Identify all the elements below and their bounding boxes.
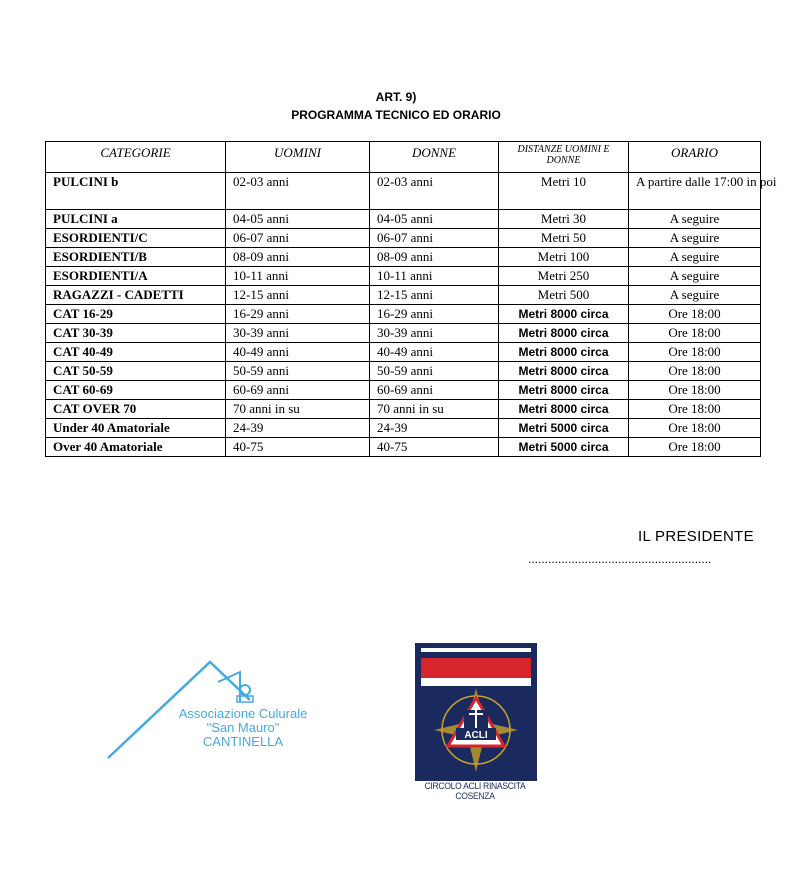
signature-line: ....................................................... — [528, 552, 712, 566]
table-row — [46, 248, 761, 267]
cell-distanza: Metri 8000 circa — [499, 343, 629, 362]
article-number: ART. 9) — [375, 90, 417, 104]
table-row — [46, 267, 761, 286]
cell-donne: 60-69 anni — [370, 381, 499, 400]
cell-uomini: 70 anni in su — [226, 400, 370, 419]
cell-categoria: RAGAZZI - CADETTI — [46, 286, 226, 305]
document-title: PROGRAMMA TECNICO ED ORARIO — [291, 108, 501, 122]
cell-categoria: CAT 50-59 — [46, 362, 226, 381]
table-row — [46, 305, 761, 324]
cell-categoria: CAT 30-39 — [46, 324, 226, 343]
cell-uomini: 04-05 anni — [226, 210, 370, 229]
acli-emblem-icon — [414, 642, 538, 782]
cell-distanza: Metri 250 — [499, 267, 629, 286]
cell-distanza: Metri 100 — [499, 248, 629, 267]
cell-uomini: 02-03 anni — [226, 173, 370, 210]
cell-distanza: Metri 50 — [499, 229, 629, 248]
table-row — [46, 419, 761, 438]
cell-orario: Ore 18:00 — [629, 305, 761, 324]
cell-orario: Ore 18:00 — [629, 400, 761, 419]
cell-uomini: 12-15 anni — [226, 286, 370, 305]
cell-categoria: CAT 16-29 — [46, 305, 226, 324]
cell-categoria: CAT 60-69 — [46, 381, 226, 400]
table-body — [46, 173, 777, 457]
cell-donne: 16-29 anni — [370, 305, 499, 324]
table-row — [46, 229, 761, 248]
cell-uomini: 24-39 — [226, 419, 370, 438]
cell-orario: A seguire — [629, 267, 761, 286]
acli-caption: CIRCOLO ACLI RINASCITA COSENZA — [424, 781, 526, 801]
table-row — [46, 210, 761, 229]
cell-uomini: 08-09 anni — [226, 248, 370, 267]
president-label: IL PRESIDENTE — [638, 528, 754, 545]
program-table — [45, 141, 777, 457]
cell-donne: 50-59 anni — [370, 362, 499, 381]
cell-distanza: Metri 8000 circa — [499, 400, 629, 419]
cell-donne: 10-11 anni — [370, 267, 499, 286]
association-logo — [100, 652, 330, 762]
cell-categoria: Under 40 Amatoriale — [46, 419, 226, 438]
cell-orario: A seguire — [629, 229, 761, 248]
cell-uomini: 50-59 anni — [226, 362, 370, 381]
cell-orario: Ore 18:00 — [629, 324, 761, 343]
table-header-row — [46, 142, 761, 173]
cell-uomini: 06-07 anni — [226, 229, 370, 248]
cell-categoria: PULCINI a — [46, 210, 226, 229]
cell-orario: A seguire — [629, 210, 761, 229]
cell-distanza: Metri 8000 circa — [499, 324, 629, 343]
cell-donne: 08-09 anni — [370, 248, 499, 267]
cell-orario: Ore 18:00 — [629, 438, 761, 457]
cell-categoria: Over 40 Amatoriale — [46, 438, 226, 457]
acli-logo — [414, 642, 538, 782]
cell-uomini: 40-49 anni — [226, 343, 370, 362]
table-row — [46, 286, 761, 305]
cell-uomini: 10-11 anni — [226, 267, 370, 286]
column-header-donne: DONNE — [370, 142, 499, 173]
column-header-uomini: UOMINI — [226, 142, 370, 173]
cell-donne: 30-39 anni — [370, 324, 499, 343]
table-row — [46, 381, 761, 400]
cell-donne: 70 anni in su — [370, 400, 499, 419]
cell-distanza: Metri 8000 circa — [499, 362, 629, 381]
cell-orario: Ore 18:00 — [629, 343, 761, 362]
cell-categoria: CAT OVER 70 — [46, 400, 226, 419]
cell-distanza: Metri 8000 circa — [499, 381, 629, 400]
table-row — [46, 173, 761, 210]
cell-categoria: PULCINI b — [46, 173, 226, 210]
column-header-orario: ORARIO — [629, 142, 761, 173]
cell-donne: 40-49 anni — [370, 343, 499, 362]
cell-categoria: CAT 40-49 — [46, 343, 226, 362]
association-name-line1: Associazione Culurale — [178, 706, 308, 721]
table-row — [46, 343, 761, 362]
table-row — [46, 362, 761, 381]
cell-donne: 06-07 anni — [370, 229, 499, 248]
cell-donne: 04-05 anni — [370, 210, 499, 229]
cell-distanza: Metri 10 — [499, 173, 629, 210]
cell-distanza: Metri 5000 circa — [499, 419, 629, 438]
cell-orario: A partire dalle 17:00 in poi — [629, 173, 761, 210]
cell-categoria: ESORDIENTI/C — [46, 229, 226, 248]
cell-uomini: 16-29 anni — [226, 305, 370, 324]
table-row — [46, 400, 761, 419]
cell-categoria: ESORDIENTI/A — [46, 267, 226, 286]
cell-donne: 24-39 — [370, 419, 499, 438]
cell-orario: A seguire — [629, 248, 761, 267]
table-row — [46, 438, 761, 457]
cell-donne: 40-75 — [370, 438, 499, 457]
association-name-line2: "San Mauro" — [206, 720, 280, 735]
column-header-categorie: CATEGORIE — [46, 142, 226, 173]
cell-orario: Ore 18:00 — [629, 362, 761, 381]
cell-distanza: Metri 5000 circa — [499, 438, 629, 457]
cell-donne: 12-15 anni — [370, 286, 499, 305]
acli-emblem-text: ACLI — [464, 730, 488, 741]
table-row — [46, 324, 761, 343]
cell-orario: A seguire — [629, 286, 761, 305]
cell-uomini: 60-69 anni — [226, 381, 370, 400]
cell-orario: Ore 18:00 — [629, 381, 761, 400]
column-header-distanze: DISTANZE UOMINI E DONNE — [499, 142, 629, 173]
association-name-line3: CANTINELLA — [202, 734, 284, 749]
cell-distanza: Metri 8000 circa — [499, 305, 629, 324]
cell-categoria: ESORDIENTI/B — [46, 248, 226, 267]
cell-distanza: Metri 30 — [499, 210, 629, 229]
cell-orario: Ore 18:00 — [629, 419, 761, 438]
cell-uomini: 30-39 anni — [226, 324, 370, 343]
cell-uomini: 40-75 — [226, 438, 370, 457]
cell-distanza: Metri 500 — [499, 286, 629, 305]
cell-donne: 02-03 anni — [370, 173, 499, 210]
